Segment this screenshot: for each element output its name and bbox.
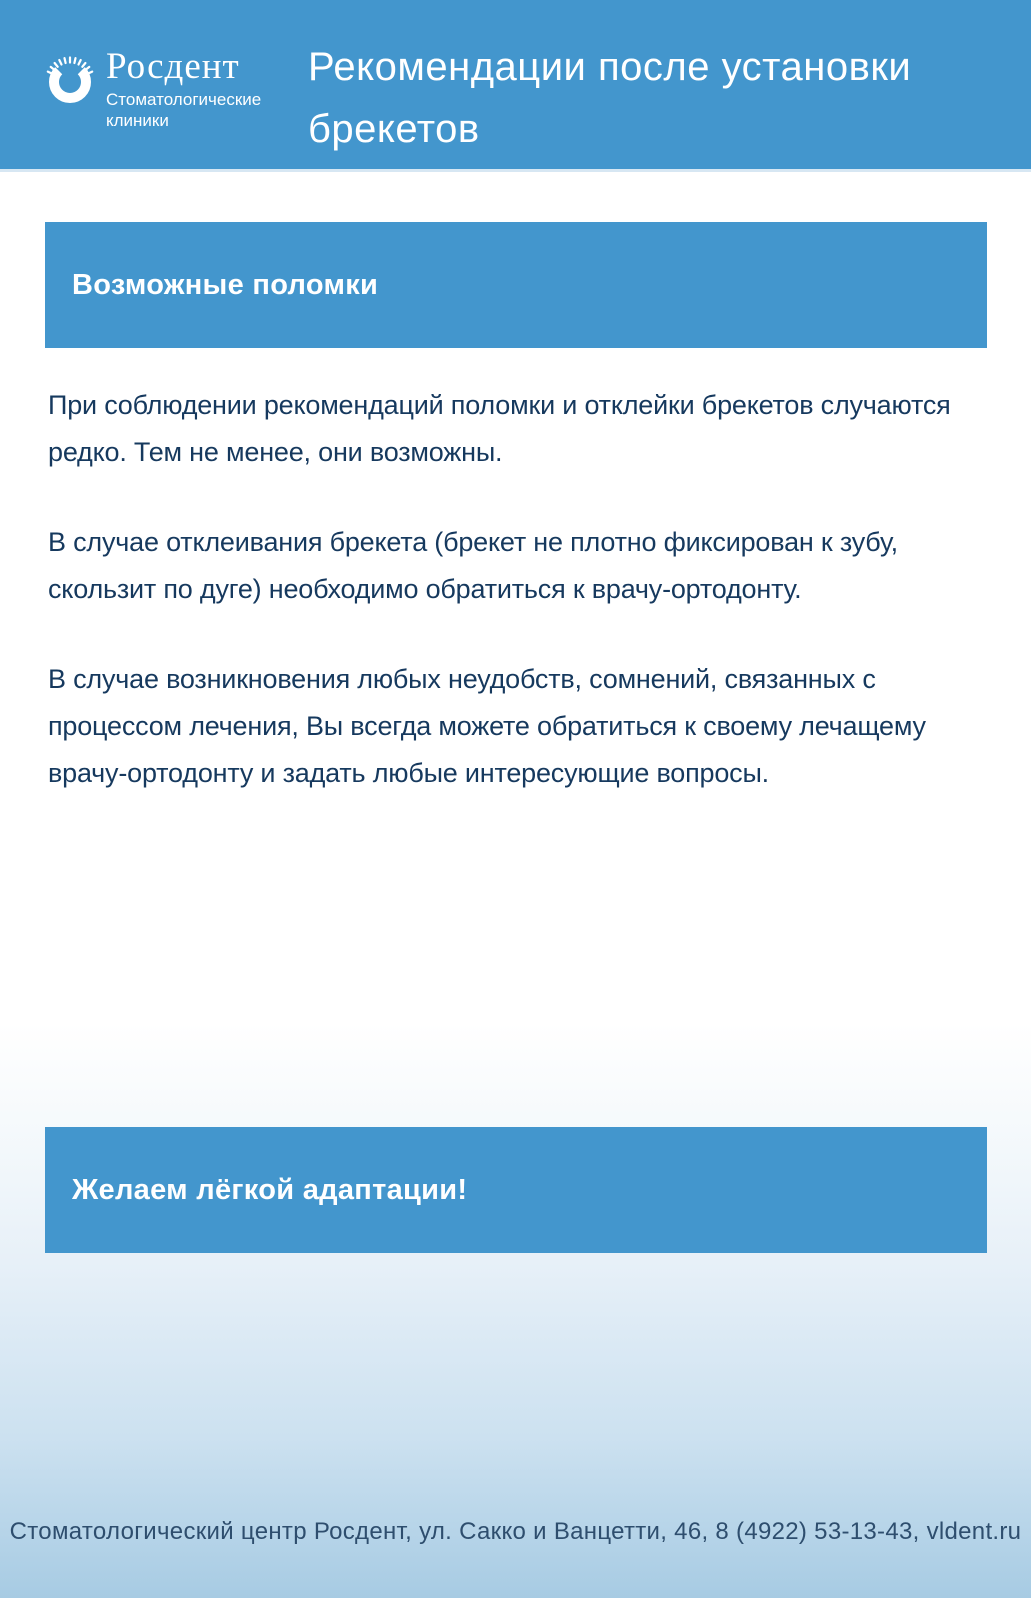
paragraph-breakages-rare: При соблюдении рекомендаций поломки и отклейки брекетов случаются редко. Тем не менее, они возможны.	[48, 390, 951, 467]
section-title: Возможные поломки	[72, 268, 379, 301]
section-header-possible-breakages	[45, 222, 987, 348]
footer-contact-info: Стоматологический центр Росдент, ул. Сакко и Ванцетти, 46, 8 (4922) 53-13-43, vldent.ru	[9, 1518, 1022, 1545]
sunrise-arc-icon	[40, 48, 100, 108]
logo-name: Росдент	[106, 46, 240, 87]
paragraph-bracket-detach: В случае отклеивания брекета (брекет не плотно фиксирован к зубу, скользит по дуге) необходимо обратиться к врачу-ортодонту.	[48, 527, 898, 604]
footer	[0, 1515, 1031, 1549]
banner-wish	[45, 1127, 987, 1253]
logo	[40, 48, 276, 131]
page-title: Рекомендации после установки брекетов	[308, 45, 912, 151]
body-text	[48, 382, 960, 840]
logo-subtitle: Стоматологические клиники	[106, 90, 262, 130]
logo-text	[106, 48, 276, 131]
banner-title: Желаем лёгкой адаптации!	[72, 1173, 468, 1206]
header	[0, 0, 1031, 172]
paragraph-contact-doctor: В случае возникновения любых неудобств, сомнений, связанных с процессом лечения, Вы всегда можете обратиться к своему лечащему врачу-ортодонту и задать любые интересующие вопросы.	[48, 664, 926, 788]
